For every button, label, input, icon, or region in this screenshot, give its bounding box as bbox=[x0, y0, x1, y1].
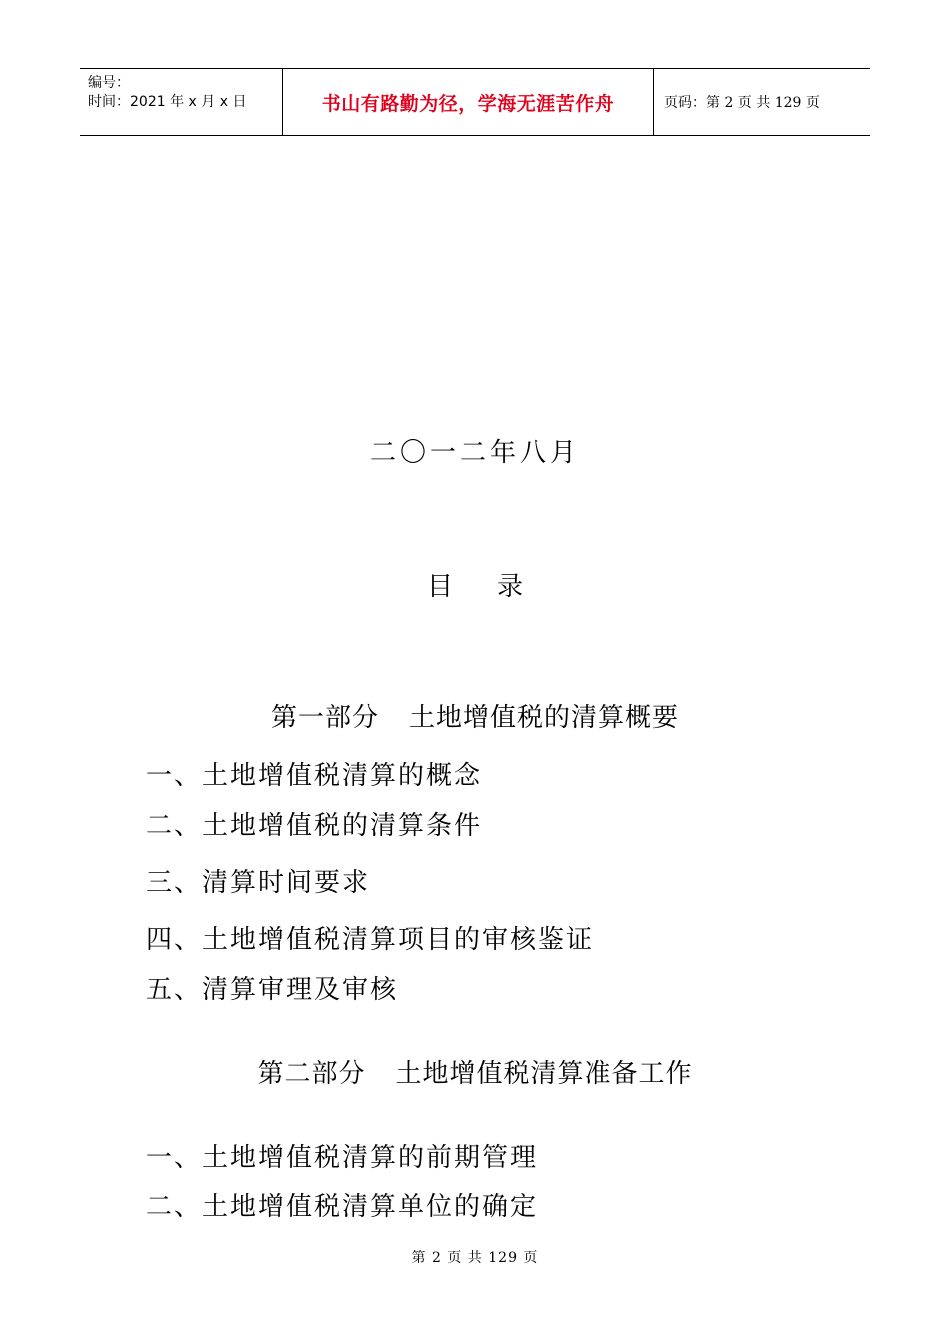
number-label: 编号： bbox=[88, 75, 130, 91]
toc-item: 五、清算审理及审核 bbox=[146, 975, 399, 1005]
part1-title: 土地增值税的清算概要 bbox=[409, 703, 680, 733]
header-motto-cell bbox=[282, 69, 654, 135]
toc-item: 一、土地增值税清算的前期管理 bbox=[146, 1143, 539, 1173]
part1-heading bbox=[0, 697, 950, 734]
time-label: 时间：2021 年 x 月 x 日 bbox=[88, 94, 247, 110]
header-page-info: 页码：第 2 页 共 129 页 bbox=[664, 95, 820, 111]
toc-item: 二、土地增值税的清算条件 bbox=[146, 811, 483, 841]
toc-item: 三、清算时间要求 bbox=[146, 868, 371, 898]
page-footer: 第 2 页 共 129 页 bbox=[411, 1250, 539, 1266]
part2-label: 第二部分 bbox=[257, 1059, 366, 1089]
toc-item: 一、土地增值税清算的概念 bbox=[146, 761, 483, 791]
header-meta bbox=[80, 69, 282, 135]
toc-title bbox=[0, 566, 950, 603]
toc-item: 二、土地增值税清算单位的确定 bbox=[146, 1192, 539, 1222]
toc-item: 四、土地增值税清算项目的审核鉴证 bbox=[146, 925, 595, 955]
header-motto: 书山有路勤为径，学海无涯苦作舟 bbox=[321, 92, 615, 115]
part1-label: 第一部分 bbox=[270, 703, 379, 733]
part2-heading bbox=[0, 1053, 950, 1090]
part2-title: 土地增值税清算准备工作 bbox=[395, 1059, 693, 1089]
toc-title-right: 录 bbox=[497, 572, 524, 602]
date-line: 二〇一二年八月 bbox=[369, 438, 580, 468]
toc-title-left: 目 bbox=[426, 572, 453, 602]
page-header bbox=[80, 68, 870, 136]
